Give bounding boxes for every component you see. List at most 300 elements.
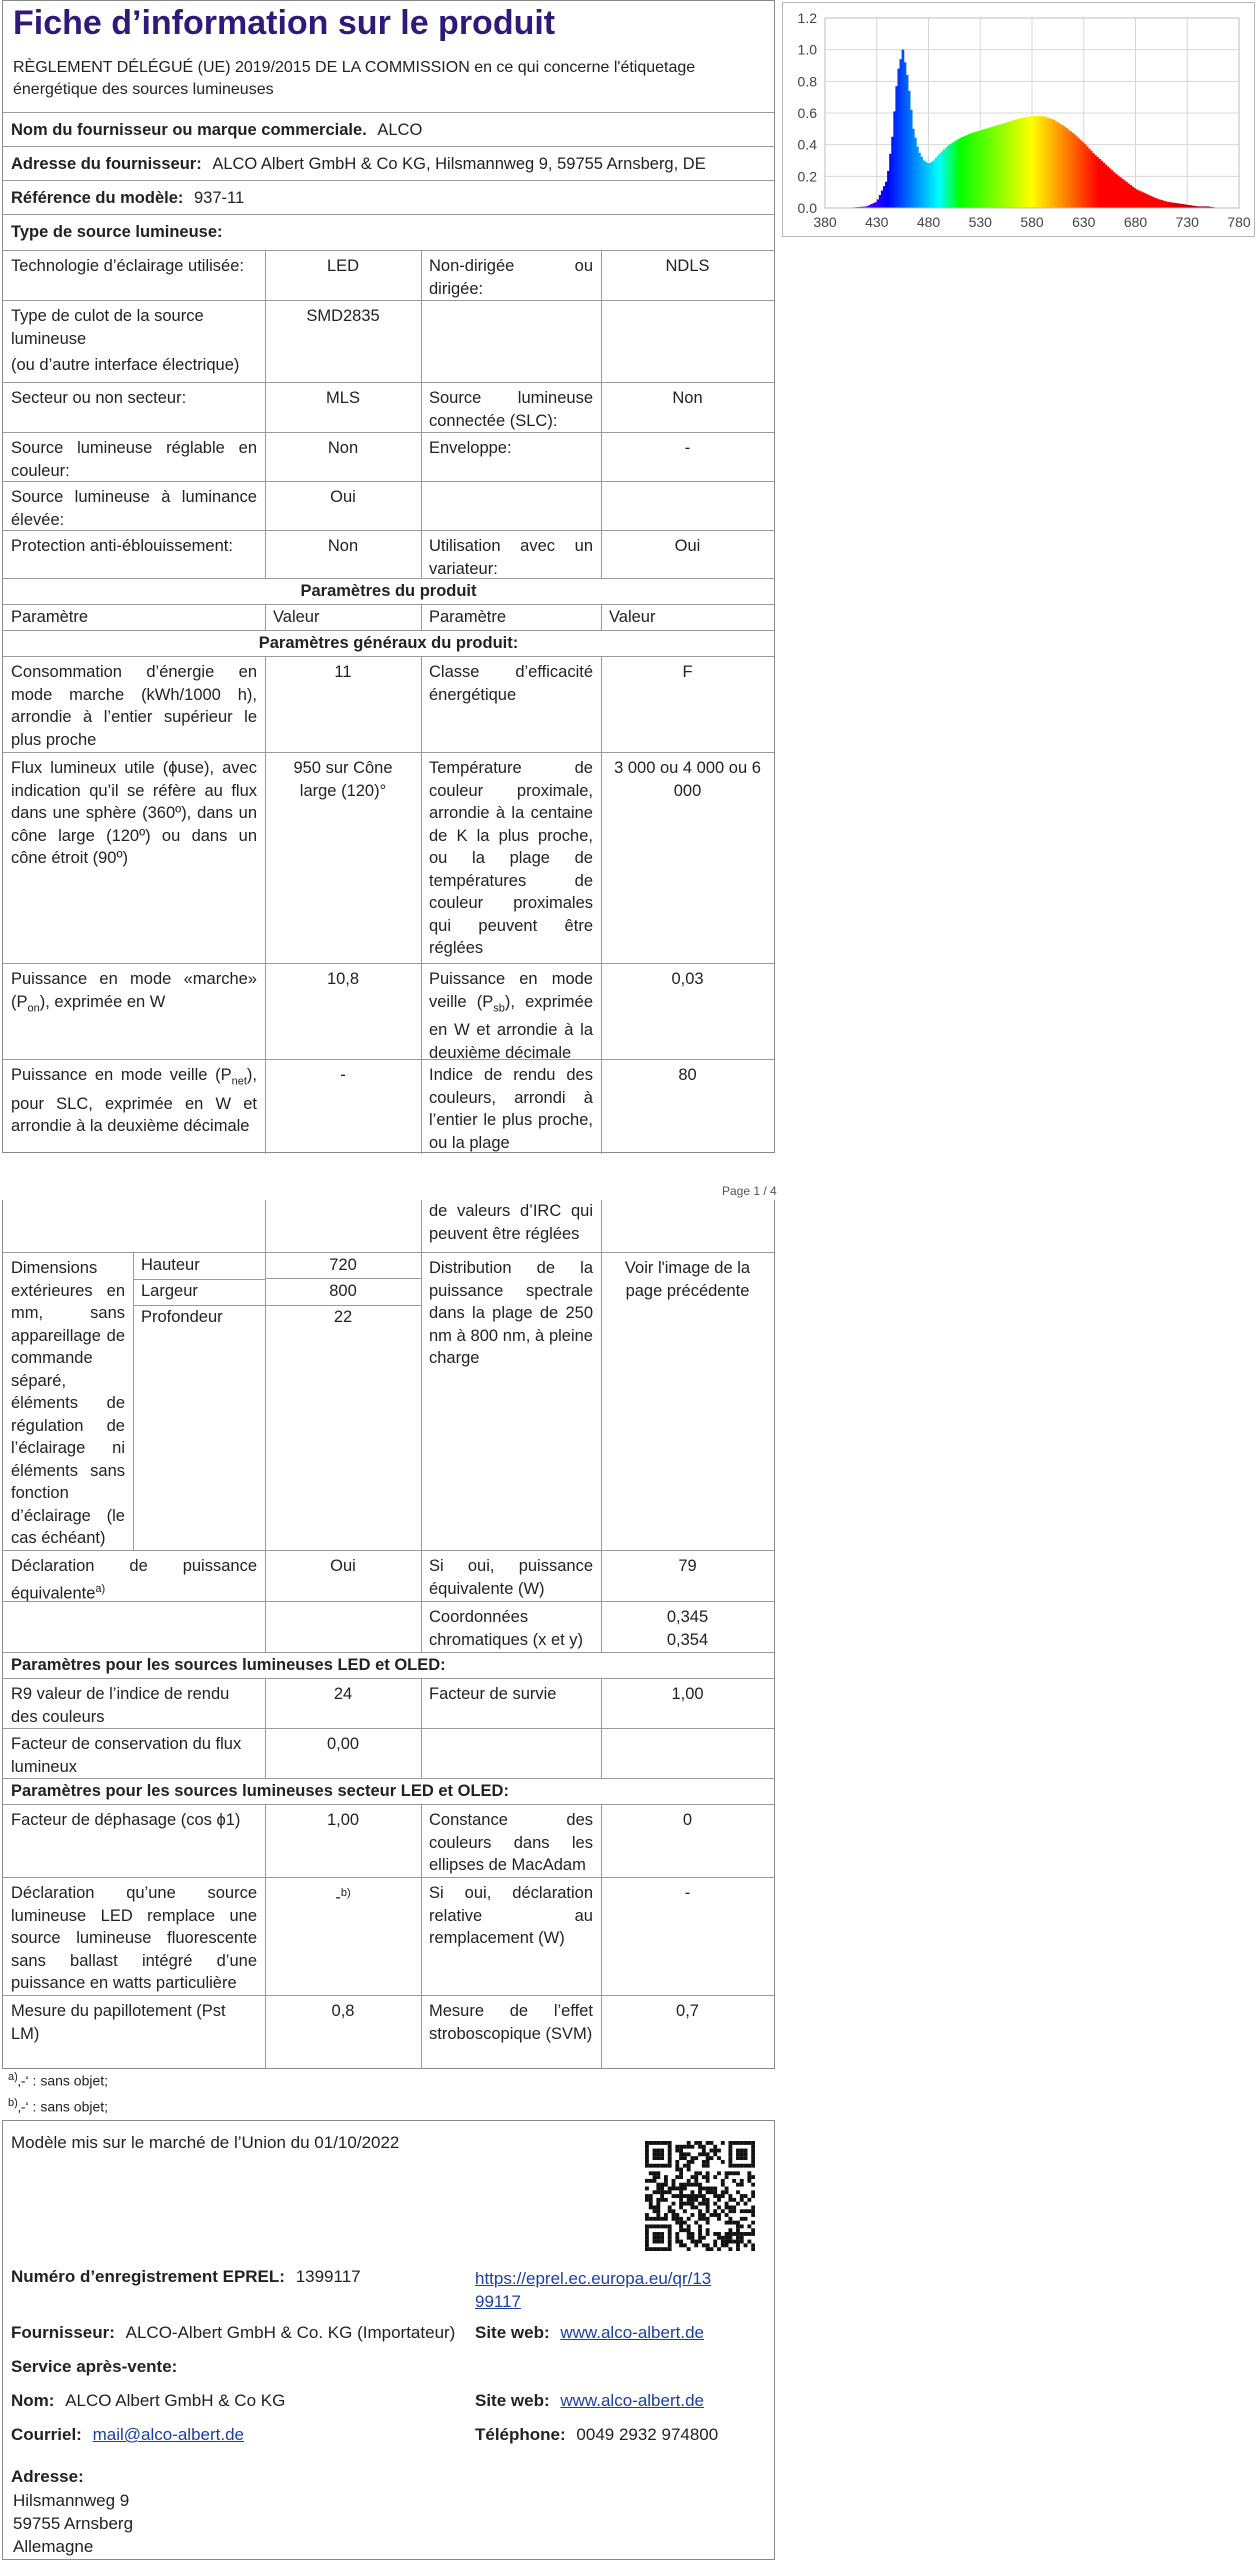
qr-module	[694, 2141, 698, 2145]
qr-module	[664, 2179, 668, 2183]
qr-module	[732, 2179, 736, 2183]
qr-module	[698, 2224, 702, 2228]
spd-label: Distribution de la puissance spectrale dans la plage de 250 nm à 800 nm, à pleine charge	[429, 1259, 593, 1367]
x-tick-label: 430	[865, 214, 889, 230]
email-link[interactable]: mail@alco-albert.de	[92, 2425, 245, 2444]
qr-module	[691, 2240, 695, 2244]
qr-module	[728, 2228, 732, 2232]
qr-module	[668, 2187, 672, 2191]
source-value: Non	[327, 537, 359, 555]
source-label: Source lumineuse réglable en couleur:	[11, 439, 257, 480]
qr-module	[740, 2141, 744, 2145]
qr-module	[721, 2209, 725, 2213]
qr-module	[747, 2164, 751, 2168]
strobe-value: 0,7	[676, 2002, 699, 2020]
qr-module	[736, 2164, 740, 2168]
supplier-address-label: Adresse du fournisseur:	[11, 155, 202, 173]
qr-module	[645, 2152, 649, 2156]
qr-module	[744, 2217, 748, 2221]
qr-module	[691, 2175, 695, 2179]
qr-module	[675, 2221, 679, 2225]
qr-module	[694, 2194, 698, 2198]
qr-module	[702, 2217, 706, 2221]
qr-module	[687, 2217, 691, 2221]
cct-value: 3 000 ou 4 000 ou 6 000	[614, 759, 761, 800]
spd-value: Voir l'image de la page précédente	[624, 1259, 751, 1300]
qr-module	[725, 2236, 729, 2240]
led-heading: Paramètres pour les sources lumineuses LED et OLED:	[11, 1656, 446, 1674]
qr-module	[717, 2171, 721, 2175]
qr-module	[679, 2190, 683, 2194]
qr-module	[706, 2232, 710, 2236]
qr-module	[751, 2213, 755, 2217]
qr-module	[706, 2247, 710, 2251]
qr-module	[672, 2213, 676, 2217]
qr-module	[675, 2160, 679, 2164]
qr-module	[717, 2247, 721, 2251]
qr-module	[653, 2149, 657, 2153]
qr-module	[721, 2190, 725, 2194]
qr-module	[736, 2141, 740, 2145]
qr-module	[736, 2240, 740, 2244]
page-1	[2, 0, 775, 1153]
qr-module	[645, 2145, 649, 2149]
qr-module	[713, 2243, 717, 2247]
qr-module	[725, 2175, 729, 2179]
supplier-address-value: ALCO Albert GmbH & Co KG, Hilsmannweg 9, 59755 Arnsberg, DE	[212, 155, 706, 173]
qr-module	[728, 2149, 732, 2153]
flicker-row	[3, 1995, 774, 2069]
cri-label-cont: de valeurs d’IRC qui peuvent être réglées	[429, 1202, 593, 1243]
qr-module	[660, 2232, 664, 2236]
qr-module	[687, 2145, 691, 2149]
qr-module	[717, 2217, 721, 2221]
flux-row	[3, 752, 774, 964]
qr-module	[717, 2205, 721, 2209]
qr-module	[713, 2149, 717, 2153]
website2-link[interactable]: www.alco-albert.de	[560, 2391, 704, 2410]
source-value-2: -	[684, 439, 691, 457]
qr-module	[694, 2183, 698, 2187]
qr-module	[656, 2205, 660, 2209]
qr-module	[691, 2232, 695, 2236]
efficiency-value: F	[682, 663, 693, 681]
qr-module	[706, 2217, 710, 2221]
qr-module	[664, 2183, 668, 2187]
y-tick-label: 0.8	[797, 73, 817, 90]
qr-module	[744, 2243, 748, 2247]
qr-module	[744, 2156, 748, 2160]
qr-module	[656, 2183, 660, 2187]
source-label: Protection anti-éblouissement:	[11, 537, 233, 555]
qr-module	[728, 2152, 732, 2156]
qr-module	[706, 2187, 710, 2191]
qr-module	[691, 2194, 695, 2198]
power-factor-row	[3, 1804, 774, 1878]
qr-module	[656, 2247, 660, 2251]
qr-module	[698, 2240, 702, 2244]
qr-module	[706, 2202, 710, 2206]
qr-module	[736, 2152, 740, 2156]
qr-module	[656, 2156, 660, 2160]
qr-module	[751, 2149, 755, 2153]
qr-module	[694, 2221, 698, 2225]
qr-module	[649, 2224, 653, 2228]
qr-module	[668, 2152, 672, 2156]
qr-module	[713, 2190, 717, 2194]
col-param-2: Paramètre	[429, 608, 507, 626]
qr-module	[740, 2232, 744, 2236]
qr-module	[660, 2247, 664, 2251]
qr-module	[740, 2217, 744, 2221]
qr-module	[649, 2198, 653, 2202]
qr-module	[728, 2217, 732, 2221]
standby-row	[3, 1059, 774, 1154]
qr-module	[675, 2213, 679, 2217]
qr-module	[732, 2171, 736, 2175]
chroma-x-value: 0,345	[666, 1608, 709, 1626]
col-value-2: Valeur	[609, 608, 656, 626]
qr-module	[687, 2198, 691, 2202]
macadam-value: 0	[682, 1811, 693, 1829]
flicker-value: 0,8	[331, 2002, 355, 2020]
qr-module	[664, 2198, 668, 2202]
y-tick-label: 0.6	[797, 105, 817, 121]
qr-module	[751, 2194, 755, 2198]
qr-module	[679, 2145, 683, 2149]
qr-module	[660, 2152, 664, 2156]
qr-module	[656, 2213, 660, 2217]
qr-module	[687, 2194, 691, 2198]
qr-module	[702, 2152, 706, 2156]
qr-module	[687, 2164, 691, 2168]
phone-line: Téléphone: 0049 2932 974800	[475, 2425, 719, 2444]
address-line-1: Hilsmannweg 9	[13, 2491, 130, 2510]
qr-module	[736, 2228, 740, 2232]
qr-module	[725, 2205, 729, 2209]
qr-module	[668, 2205, 672, 2209]
page-number: Page 1 / 4	[722, 1184, 777, 1198]
qr-module	[660, 2187, 664, 2191]
qr-module	[683, 2164, 687, 2168]
qr-module	[691, 2202, 695, 2206]
qr-module	[694, 2198, 698, 2202]
qr-module	[675, 2217, 679, 2221]
source-row	[3, 300, 774, 383]
qr-module	[709, 2156, 713, 2160]
y-tick-label: 0.2	[797, 168, 817, 185]
qr-module	[740, 2209, 744, 2213]
qr-module	[683, 2194, 687, 2198]
qr-module	[645, 2213, 649, 2217]
qr-module	[683, 2209, 687, 2213]
qr-module	[747, 2232, 751, 2236]
qr-module	[683, 2145, 687, 2149]
qr-module	[645, 2228, 649, 2232]
source-label-2: Source lumineuse connectée (SLC):	[429, 389, 593, 430]
qr-module	[747, 2240, 751, 2244]
qr-module	[702, 2145, 706, 2149]
qr-module	[713, 2175, 717, 2179]
qr-module	[691, 2205, 695, 2209]
qr-module	[740, 2179, 744, 2183]
cri-label: Indice de rendu des couleurs, arrondi à l’entier le plus proche, ou la plage	[429, 1066, 593, 1152]
supplier-name-row	[3, 112, 774, 147]
qr-module	[751, 2232, 755, 2236]
qr-module	[645, 2160, 649, 2164]
qr-module	[728, 2141, 732, 2145]
qr-module	[702, 2187, 706, 2191]
qr-module	[691, 2145, 695, 2149]
qr-module	[713, 2232, 717, 2236]
qr-module	[717, 2149, 721, 2153]
qr-module	[664, 2213, 668, 2217]
qr-module	[645, 2236, 649, 2240]
source-value-2: Oui	[674, 537, 701, 555]
source-row	[3, 530, 774, 579]
depth-value: 22	[333, 1308, 353, 1326]
source-label-2: Enveloppe:	[429, 439, 512, 457]
qr-module	[732, 2209, 736, 2213]
r9-row	[3, 1678, 774, 1729]
page-2	[2, 1200, 775, 2069]
qr-module	[698, 2228, 702, 2232]
qr-module	[702, 2243, 706, 2247]
height-label: Hauteur	[141, 1256, 200, 1274]
qr-module	[687, 2202, 691, 2206]
qr-module	[702, 2175, 706, 2179]
qr-module	[702, 2198, 706, 2202]
qr-module	[664, 2217, 668, 2221]
qr-module	[751, 2247, 755, 2251]
qr-module	[656, 2202, 660, 2206]
qr-module	[725, 2243, 729, 2247]
qr-module	[660, 2141, 664, 2145]
qr-module	[691, 2198, 695, 2202]
qr-module	[687, 2152, 691, 2156]
qr-module	[668, 2164, 672, 2168]
equivalent-row	[3, 1550, 774, 1602]
qr-module	[744, 2202, 748, 2206]
qr-module	[702, 2160, 706, 2164]
qr-module	[732, 2164, 736, 2168]
service-name-value: ALCO Albert GmbH & Co KG	[65, 2391, 286, 2410]
qr-module	[744, 2141, 748, 2145]
eprel-line	[11, 2267, 361, 2287]
qr-module	[664, 2247, 668, 2251]
qr-module	[645, 2232, 649, 2236]
supplier-name-value: ALCO	[377, 121, 423, 139]
qr-module	[698, 2141, 702, 2145]
qr-module	[717, 2156, 721, 2160]
address-label: Adresse:	[11, 2467, 84, 2486]
qr-module	[691, 2156, 695, 2160]
qr-module	[660, 2224, 664, 2228]
chroma-label: Coordonnées chromatiques (x et y)	[429, 1608, 584, 1649]
width-value: 800	[329, 1282, 357, 1300]
qr-module	[645, 2187, 649, 2191]
qr-module	[725, 2232, 729, 2236]
qr-module	[672, 2194, 676, 2198]
general-heading-row	[3, 630, 774, 657]
params-heading: Paramètres du produit	[300, 582, 477, 600]
qr-module	[736, 2243, 740, 2247]
qr-module	[653, 2156, 657, 2160]
qr-module	[694, 2240, 698, 2244]
qr-module	[653, 2190, 657, 2194]
survival-value: 1,00	[671, 1685, 704, 1703]
qr-module	[656, 2149, 660, 2153]
pon-value: 10,8	[326, 970, 360, 988]
address-line-2: 59755 Arnsberg	[13, 2514, 134, 2533]
qr-module	[679, 2243, 683, 2247]
qr-module	[649, 2171, 653, 2175]
qr-module	[698, 2145, 702, 2149]
qr-module	[751, 2243, 755, 2247]
x-tick-label: 730	[1175, 214, 1199, 230]
qr-module	[713, 2145, 717, 2149]
qr-module	[706, 2171, 710, 2175]
qr-module	[645, 2243, 649, 2247]
qr-module	[683, 2243, 687, 2247]
qr-module	[713, 2152, 717, 2156]
qr-module	[679, 2194, 683, 2198]
qr-module	[679, 2240, 683, 2244]
footnote-b: $^{b)}$‚-‘ : sans objet;	[8, 2097, 109, 2115]
market-text: Modèle mis sur le marché de l’Union du 01/10/2022	[11, 2133, 400, 2152]
qr-module	[728, 2240, 732, 2244]
qr-module	[660, 2198, 664, 2202]
replacement-power-value: -	[684, 1884, 691, 1902]
qr-module	[653, 2171, 657, 2175]
qr-module	[679, 2224, 683, 2228]
qr-module	[721, 2243, 725, 2247]
y-tick-label: 0.4	[797, 136, 817, 153]
macadam-label: Constance des couleurs dans les ellipses de MacAdam	[429, 1811, 593, 1874]
qr-module	[706, 2164, 710, 2168]
qr-module	[656, 2217, 660, 2221]
source-type-heading: Type de source lumineuse:	[11, 223, 223, 241]
supplier-address-row	[3, 146, 774, 181]
y-tick-label: 1.0	[797, 41, 817, 58]
qr-module	[664, 2224, 668, 2228]
qr-module	[736, 2236, 740, 2240]
qr-module	[679, 2217, 683, 2221]
qr-module	[744, 2152, 748, 2156]
replacement-power-label: Si oui, déclaration relative au remplacement (W)	[429, 1884, 593, 1947]
qr-module	[656, 2236, 660, 2240]
qr-module	[653, 2164, 657, 2168]
qr-module	[698, 2232, 702, 2236]
qr-module	[736, 2221, 740, 2225]
model-reference-value: 937-11	[193, 189, 245, 207]
qr-module	[679, 2149, 683, 2153]
qr-module	[751, 2152, 755, 2156]
qr-module	[721, 2236, 725, 2240]
spectral-chart	[782, 2, 1255, 237]
qr-module	[645, 2247, 649, 2251]
qr-module	[683, 2187, 687, 2191]
qr-module	[679, 2175, 683, 2179]
qr-module	[698, 2190, 702, 2194]
qr-module	[660, 2240, 664, 2244]
qr-module	[668, 2149, 672, 2153]
qr-module	[672, 2202, 676, 2206]
website-link[interactable]: www.alco-albert.de	[560, 2323, 704, 2342]
qr-module	[717, 2236, 721, 2240]
qr-module	[645, 2224, 649, 2228]
qr-module	[698, 2213, 702, 2217]
qr-module	[706, 2205, 710, 2209]
replacement-row	[3, 1877, 774, 1996]
source-value: Oui	[330, 488, 356, 506]
qr-module	[740, 2198, 744, 2202]
qr-module	[653, 2217, 657, 2221]
qr-module	[736, 2190, 740, 2194]
pnet-label: Puissance en mode veille $(P_{net})$, pour SLC, exprimée en W et arrondie à la deuxième décimale	[11, 1066, 257, 1136]
qr-module	[751, 2145, 755, 2149]
qr-module	[751, 2156, 755, 2160]
qr-module	[725, 2221, 729, 2225]
qr-module	[656, 2152, 660, 2156]
qr-module	[747, 2198, 751, 2202]
page-title: Fiche d’information sur le produit	[13, 4, 556, 42]
eprel-link[interactable]: https://eprel.ec.europa.eu/qr/13 99117	[475, 2269, 712, 2311]
qr-module	[702, 2202, 706, 2206]
r9-value: 24	[333, 1685, 353, 1703]
qr-module	[687, 2247, 691, 2251]
qr-module	[687, 2236, 691, 2240]
qr-module	[702, 2213, 706, 2217]
qr-module	[664, 2190, 668, 2194]
r9-label: R9 valeur de l’indice de rendu des couleurs	[11, 1685, 230, 1726]
supplier-value: ALCO-Albert GmbH & Co. KG (Importateur)	[125, 2323, 456, 2342]
qr-module	[728, 2209, 732, 2213]
qr-module	[717, 2232, 721, 2236]
qr-module	[744, 2149, 748, 2153]
qr-module	[691, 2160, 695, 2164]
source-label-cont: (ou d’autre interface électrique)	[11, 356, 240, 374]
qr-module	[649, 2164, 653, 2168]
qr-module	[698, 2194, 702, 2198]
cct-label: Température de couleur proximale, arrondie à la centaine de K la plus proche, ou la plage de températures de couleur proximales qui peuvent être réglées	[429, 759, 593, 957]
qr-module	[728, 2160, 732, 2164]
qr-module	[717, 2194, 721, 2198]
qr-module	[675, 2164, 679, 2168]
qr-module	[668, 2156, 672, 2160]
source-row	[3, 432, 774, 482]
qr-module	[736, 2224, 740, 2228]
qr-module	[668, 2240, 672, 2244]
qr-module	[736, 2202, 740, 2206]
qr-module	[698, 2187, 702, 2191]
qr-module	[660, 2156, 664, 2160]
qr-module	[732, 2232, 736, 2236]
qr-module	[725, 2187, 729, 2191]
qr-module	[736, 2232, 740, 2236]
psb-value: 0,03	[671, 970, 704, 988]
qr-module	[706, 2209, 710, 2213]
qr-module	[721, 2183, 725, 2187]
qr-module	[728, 2194, 732, 2198]
qr-module	[728, 2171, 732, 2175]
email-line: Courriel: mail@alco-albert.de	[11, 2425, 245, 2444]
qr-module	[698, 2202, 702, 2206]
qr-module	[687, 2183, 691, 2187]
qr-module	[656, 2240, 660, 2244]
qr-module	[706, 2228, 710, 2232]
website2-line: Site web: www.alco-albert.de	[475, 2391, 704, 2410]
